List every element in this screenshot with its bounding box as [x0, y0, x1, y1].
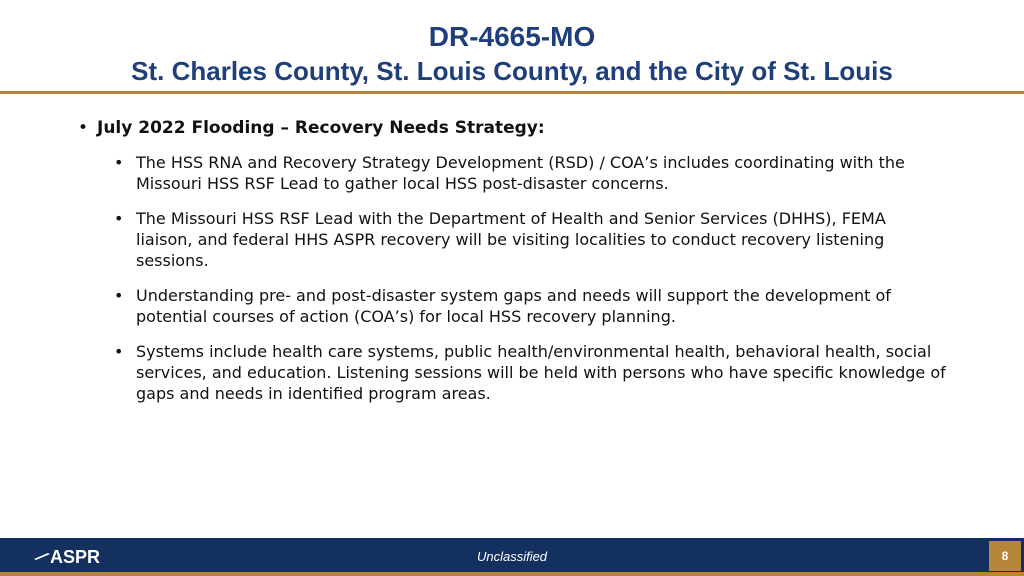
list-item: [114, 285, 978, 327]
bullet-icon: •: [114, 342, 124, 361]
heading-bullet-item: [78, 116, 978, 140]
section-heading: July 2022 Flooding – Recovery Needs Strategy:: [97, 118, 545, 138]
footer-gold-rule: [0, 572, 1024, 576]
sub-bullet-list: [114, 152, 978, 404]
list-item-text: The HSS RNA and Recovery Strategy Development (RSD) / COA’s includes coordinating with the Missouri HSS RSF Lead to gather local HSS post-disaster concerns.: [136, 153, 905, 193]
logo-text: ASPR: [50, 547, 101, 567]
list-item: [114, 152, 978, 194]
list-item-text: Systems include health care systems, public health/environmental health, behavioral health, social services, and education. Listening sessions will be held with persons who have specific knowledge of gaps and needs in identified program areas.: [136, 342, 946, 403]
list-item-text: The Missouri HSS RSF Lead with the Department of Health and Senior Services (DHHS), FEMA liaison, and federal HHS ASPR recovery will be visiting localities to conduct recovery listening sessions.: [136, 209, 886, 270]
page-number: 8: [989, 541, 1021, 571]
list-item-text: Understanding pre- and post-disaster system gaps and needs will support the development of potential courses of action (COA’s) for local HSS recovery planning.: [136, 286, 891, 326]
header-divider: [0, 91, 1024, 94]
bullet-icon: •: [114, 209, 124, 228]
slide-subtitle: St. Charles County, St. Louis County, and the City of St. Louis: [131, 56, 893, 86]
slide-title: DR-4665-MO: [428, 21, 596, 52]
bullet-icon: •: [114, 286, 124, 305]
slide-header: [0, 0, 1024, 92]
classification-label: Unclassified: [476, 549, 548, 564]
bullet-icon: •: [114, 153, 124, 172]
list-item: [114, 208, 978, 271]
bullet-icon: •: [78, 118, 89, 138]
slide-content: [78, 116, 978, 418]
list-item: [114, 341, 978, 404]
